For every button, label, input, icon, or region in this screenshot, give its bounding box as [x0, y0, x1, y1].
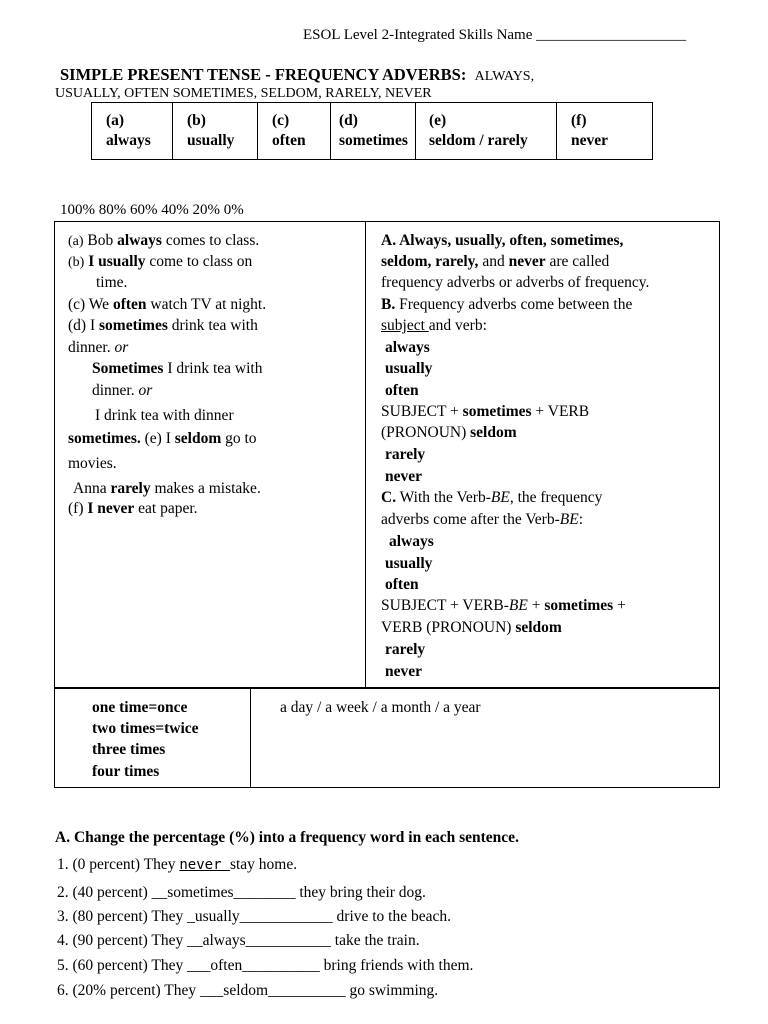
rule-a-line2: seldom, rarely, and never are called: [381, 253, 610, 270]
adverb-cell: (c) often: [258, 103, 331, 160]
adverb-table: [91, 102, 653, 160]
adverb-cell: (f) never: [557, 103, 653, 160]
exercise-item: 5. (60 percent) They ___often__________ bring friends with them.: [57, 957, 474, 974]
rule-c-line2: adverbs come after the Verb-BE:: [381, 511, 583, 528]
rule-c-formula: SUBJECT + VERB-BE + sometimes +: [381, 597, 626, 614]
rule-b-line2: subject and verb:: [381, 317, 487, 334]
answer-blank[interactable]: seldom: [223, 982, 269, 999]
rule-b-list-item: always: [385, 339, 430, 356]
exercise-item: 6. (20% percent) They ___seldom__________ go swimming.: [57, 982, 439, 999]
answer-blank[interactable]: sometimes: [167, 884, 234, 901]
example-c: (c) We often watch TV at night.: [68, 296, 267, 313]
example-d3: I drink tea with dinner: [95, 407, 234, 424]
rule-a-line3: frequency adverbs or adverbs of frequency.: [381, 274, 650, 291]
exercise-item: 2. (40 percent) __sometimes________ they bring their dog.: [57, 884, 426, 901]
example-anna: Anna rarely makes a mistake.: [73, 480, 261, 497]
rule-c: C. With the Verb-BE, the frequency: [381, 489, 603, 506]
answer-blank[interactable]: never: [179, 857, 230, 873]
example-b: (b) I usually come to class on: [68, 253, 253, 270]
title-rest: ALWAYS,: [474, 69, 535, 84]
page-title: [60, 65, 534, 85]
adverb-cell: (e) seldom / rarely: [416, 103, 557, 160]
example-d-cont: dinner. or: [68, 339, 129, 356]
rule-b-list-item: rarely: [385, 446, 426, 463]
rule-b-formula-line2: (PRONOUN) seldom: [381, 424, 517, 441]
rule-c-list-item: always: [389, 533, 434, 550]
course-name-line: ESOL Level 2-Integrated Skills Name ____________________: [303, 27, 687, 43]
rule-b-formula: SUBJECT + sometimes + VERB: [381, 403, 590, 420]
rule-b-list-item: never: [385, 468, 423, 485]
count-item: three times: [92, 741, 166, 758]
example-f: (f) I never eat paper.: [68, 500, 198, 517]
grammar-box-divider: [365, 221, 366, 688]
example-d: (d) I sometimes drink tea with: [68, 317, 258, 334]
example-b-cont: time.: [96, 274, 128, 291]
exercise-item: 3. (80 percent) They _usually____________ drive to the beach.: [57, 908, 452, 925]
rule-c-list-item: rarely: [385, 641, 426, 658]
count-item: two times=twice: [92, 720, 199, 737]
count-item: four times: [92, 763, 160, 780]
rule-b: B. Frequency adverbs come between the: [381, 296, 633, 313]
example-a: (a) Bob always comes to class.: [68, 232, 260, 249]
example-d2-cont: dinner. or: [92, 382, 153, 399]
percent-row: 100% 80% 60% 40% 20% 0%: [60, 202, 244, 218]
answer-blank[interactable]: usually: [194, 908, 240, 925]
title-bold: SIMPLE PRESENT TENSE - FREQUENCY ADVERBS:: [60, 65, 467, 84]
rule-a-heading: A. Always, usually, often, sometimes,: [381, 232, 624, 249]
example-d2: Sometimes I drink tea with: [92, 360, 263, 377]
rule-c-list-item: often: [385, 576, 419, 593]
answer-blank[interactable]: often: [210, 957, 243, 974]
example-e: sometimes. (e) I seldom go to: [68, 430, 257, 447]
rule-c-formula-line2: VERB (PRONOUN) seldom: [381, 619, 562, 636]
adverb-cell: (b) usually: [173, 103, 258, 160]
example-e-cont: movies.: [68, 455, 117, 472]
rule-c-list-item: usually: [385, 555, 433, 572]
answer-blank[interactable]: always: [202, 932, 246, 949]
periods-text: a day / a week / a month / a year: [280, 699, 481, 716]
rule-b-list-item: often: [385, 382, 419, 399]
times-box-divider: [250, 687, 251, 787]
rule-c-list-item: never: [385, 663, 423, 680]
exercise-item: 4. (90 percent) They __always___________ take the train.: [57, 932, 420, 949]
rule-b-list-item: usually: [385, 360, 433, 377]
exercise-item: 1. (0 percent) They never stay home.: [57, 856, 298, 873]
page-subtitle: USUALLY, OFTEN SOMETIMES, SELDOM, RARELY, NEVER: [55, 86, 432, 101]
count-item: one time=once: [92, 699, 188, 716]
adverb-cell: (d) sometimes: [331, 103, 416, 160]
exercise-heading: A. Change the percentage (%) into a frequency word in each sentence.: [55, 829, 519, 846]
adverb-cell: (a) always: [92, 103, 173, 160]
